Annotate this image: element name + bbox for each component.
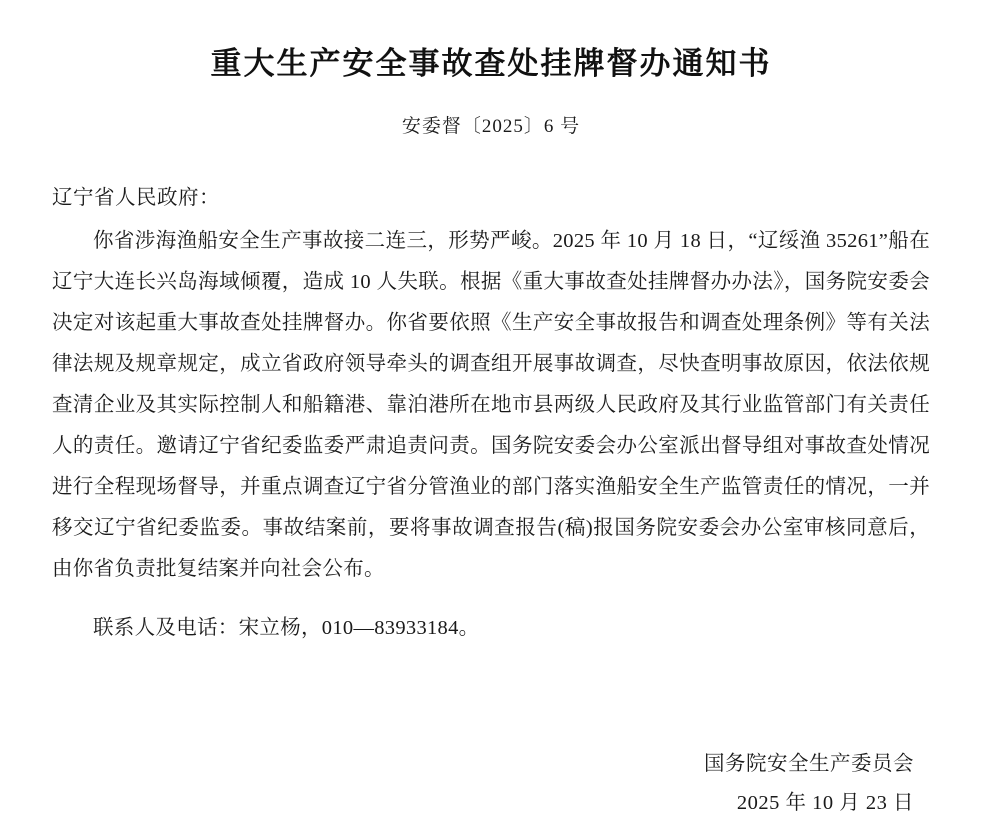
signature-organization: 国务院安全生产委员会 bbox=[704, 753, 914, 776]
body-paragraph: 你省涉海渔船安全生产事故接二连三，形势严峻。2025 年 10 月 18 日，“辽绥渔 35261”船在辽宁大连长兴岛海域倾覆，造成 10 人失联。根据《重大事故查处挂牌督办办法》，国务院安委会决定对该起重大事故查处挂牌督办。你省要依照《生产安全事故报告和调查处理条例》等有关法律法规及规章规定，成立省政府领导牵头的调查组开展事故调查，尽快查明事故原因，依法依规查清企业及其实际控制人和船籍港、靠泊港所在地市县两级人民政府及其行业监管部门有关责任人的责任。邀请辽宁省纪委监委严肃追责问责。国务院安委会办公室派出督导组对事故查处情况进行全程现场督导，并重点调查辽宁省分管渔业的部门落实渔船安全生产监管责任的情况，一并移交辽宁省纪委监委。事故结案前，要将事故调查报告(稿)报国务院安委会办公室审核同意后，由你省负责批复结案并向社会公布。 bbox=[52, 230, 930, 581]
recipient-line: 辽宁省人民政府： bbox=[52, 187, 220, 210]
document-number: 安委督〔2025〕6 号 bbox=[401, 116, 581, 138]
signature-date: 2025 年 10 月 23 日 bbox=[736, 792, 914, 815]
contact-paragraph: 联系人及电话：宋立杨，010—83933184。 bbox=[93, 617, 480, 640]
page-title: 重大生产安全事故查处挂牌督办通知书 bbox=[210, 46, 772, 81]
